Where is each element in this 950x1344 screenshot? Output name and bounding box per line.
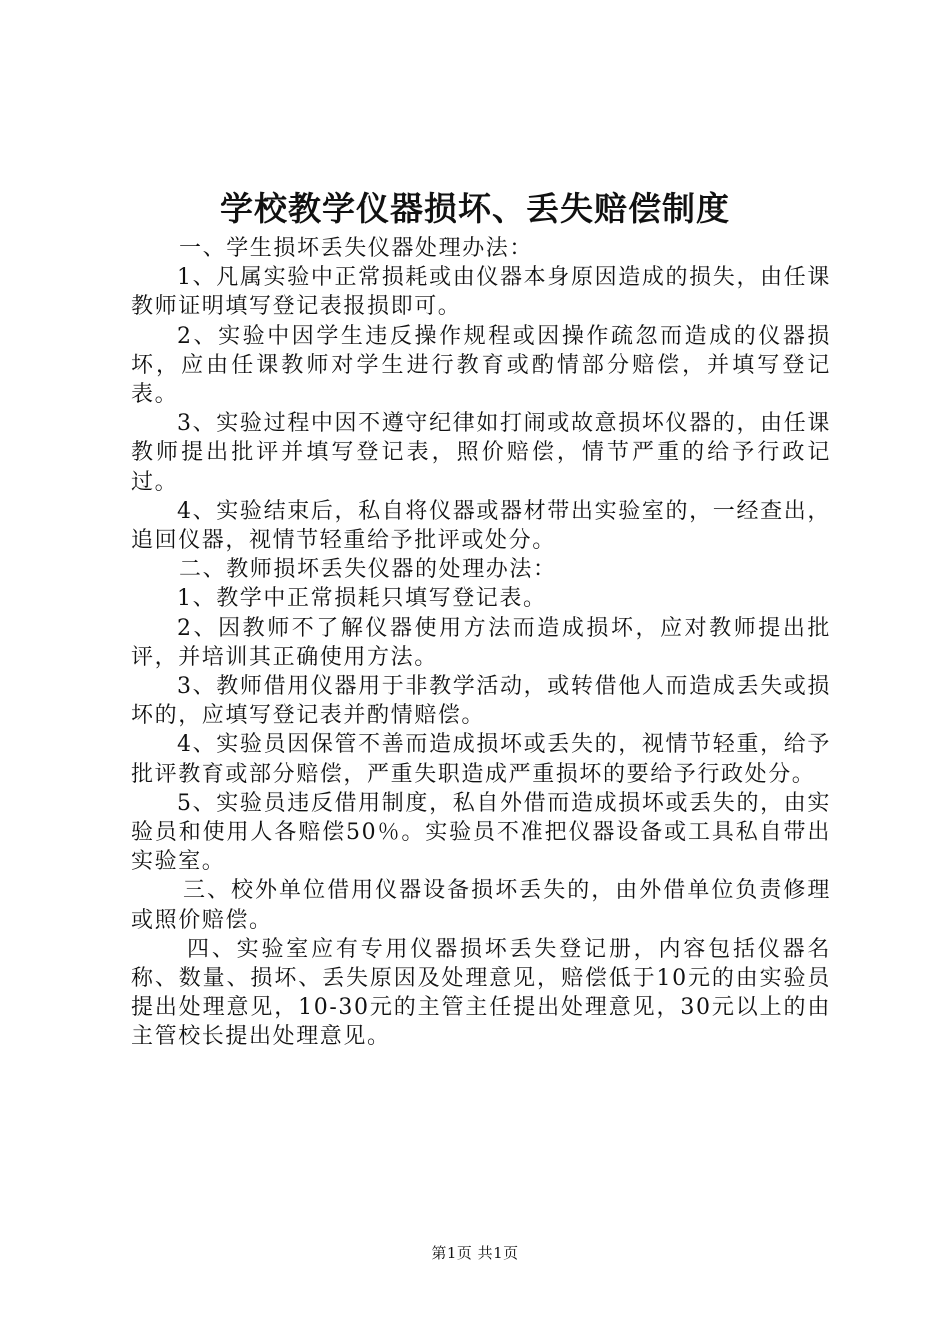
paragraph-2-5: 5、实验员违反借用制度，私自外借而造成损坏或丢失的，由实验员和使用人各赔偿50％。实验员不准把仪器设备或工具私自带出实验室。 xyxy=(131,790,831,875)
section-heading-1: 一、学生损坏丢失仪器处理办法： xyxy=(179,236,534,261)
document-body xyxy=(131,234,831,1052)
paragraph-2-2: 2、因教师不了解仪器使用方法而造成损坏，应对教师提出批评，并培训其正确使用方法。 xyxy=(131,615,831,670)
paragraph-2-1: 1、教学中正常损耗只填写登记表。 xyxy=(177,586,547,612)
section-paragraph-4: 四、实验室应有专用仪器损坏丢失登记册，内容包括仪器名称、数量、损坏、丢失原因及处理意见，赔偿低于10元的由实验员提出处理意见，10-30元的主管主任提出处理意见，30元以上的由主管校长提出处理意见。 xyxy=(131,936,831,1050)
section-heading-2: 二、教师损坏丢失仪器的处理办法： xyxy=(179,557,557,583)
paragraph-2-4: 4、实验员因保管不善而造成损坏或丢失的，视情节轻重，给予批评教育或部分赔偿，严重失职造成严重损坏的要给予行政处分。 xyxy=(131,732,831,787)
paragraph-1-2: 2、实验中因学生违反操作规程或因操作疏忽而造成的仪器损坏，应由任课教师对学生进行教育或酌情部分赔偿，并填写登记表。 xyxy=(131,323,831,408)
paragraph-1-1: 1、凡属实验中正常损耗或由仪器本身原因造成的损失，由任课教师证明填写登记表报损即可。 xyxy=(131,265,831,320)
section-paragraph-3: 三、校外单位借用仪器设备损坏丢失的，由外借单位负责修理或照价赔偿。 xyxy=(131,878,831,933)
paragraph-1-4: 4、实验结束后，私自将仪器或器材带出实验室的，一经查出，追回仪器，视情节轻重给予批评或处分。 xyxy=(131,498,831,554)
document-title: 学校教学仪器损坏、丢失赔偿制度 xyxy=(220,189,730,228)
paragraph-2-3: 3、教师借用仪器用于非教学活动，或转借他人而造成丢失或损坏的，应填写登记表并酌情赔偿。 xyxy=(131,674,831,729)
paragraph-1-3: 3、实验过程中因不遵守纪律如打闹或故意损坏仪器的，由任课教师提出批评并填写登记表，照价赔偿，情节严重的给予行政记过。 xyxy=(131,411,831,495)
page-number-footer: 第1页 共1页 xyxy=(431,1244,519,1262)
